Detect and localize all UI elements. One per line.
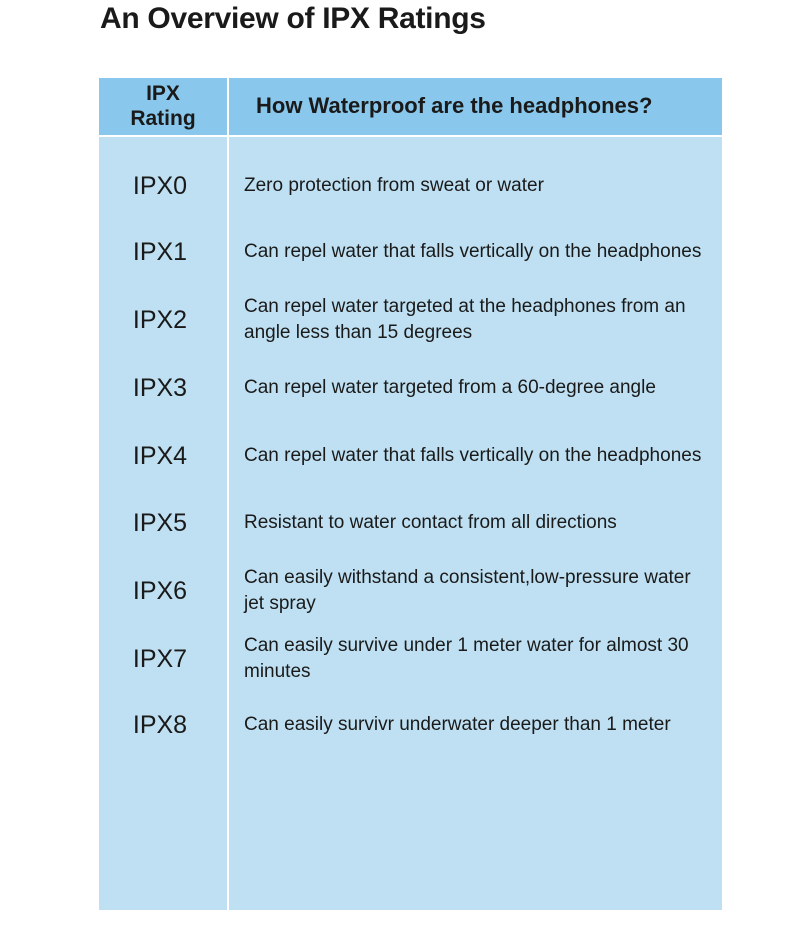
header-description: How Waterproof are the headphones?: [256, 93, 653, 118]
page-title: An Overview of IPX Ratings: [100, 2, 486, 35]
header-rating-line1: IPX: [146, 82, 180, 105]
header-rating-line2: Rating: [130, 107, 196, 130]
table-row: [99, 561, 722, 621]
table-row: [99, 222, 722, 282]
table-row: [99, 493, 722, 553]
row-rating: IPX6: [132, 576, 188, 605]
row-description: Can repel water that falls vertically on the headphones: [244, 445, 702, 466]
row-rating: IPX4: [132, 441, 188, 470]
row-description: Can easily withstand a consistent,low-pressure water jet spray: [244, 567, 691, 614]
table-header: [99, 78, 722, 137]
row-rating: IPX7: [132, 644, 188, 673]
row-rating: IPX1: [132, 237, 188, 266]
row-description: Zero protection from sweat or water: [244, 175, 544, 196]
row-rating: IPX0: [132, 171, 188, 200]
row-description: Can repel water targeted from a 60-degree angle: [244, 377, 656, 398]
row-description: Can repel water targeted at the headphones from an angle less than 15 degrees: [244, 296, 686, 343]
table-row: [99, 629, 722, 689]
row-description: Can easily survivr underwater deeper than 1 meter: [244, 714, 671, 735]
row-description: Can repel water that falls vertically on the headphones: [244, 241, 702, 262]
row-rating: IPX8: [132, 710, 188, 739]
header-rating: [99, 81, 227, 131]
ipx-ratings-table: [99, 78, 722, 910]
row-description: Resistant to water contact from all directions: [244, 512, 617, 533]
row-rating: IPX3: [132, 373, 188, 402]
table-row: [99, 426, 722, 486]
row-description: Can easily survive under 1 meter water for almost 30 minutes: [244, 635, 689, 682]
table-row: [99, 695, 722, 755]
table-row: [99, 290, 722, 350]
row-rating: IPX2: [132, 305, 188, 334]
table-row: [99, 156, 722, 216]
table-row: [99, 358, 722, 418]
row-rating: IPX5: [132, 508, 188, 537]
